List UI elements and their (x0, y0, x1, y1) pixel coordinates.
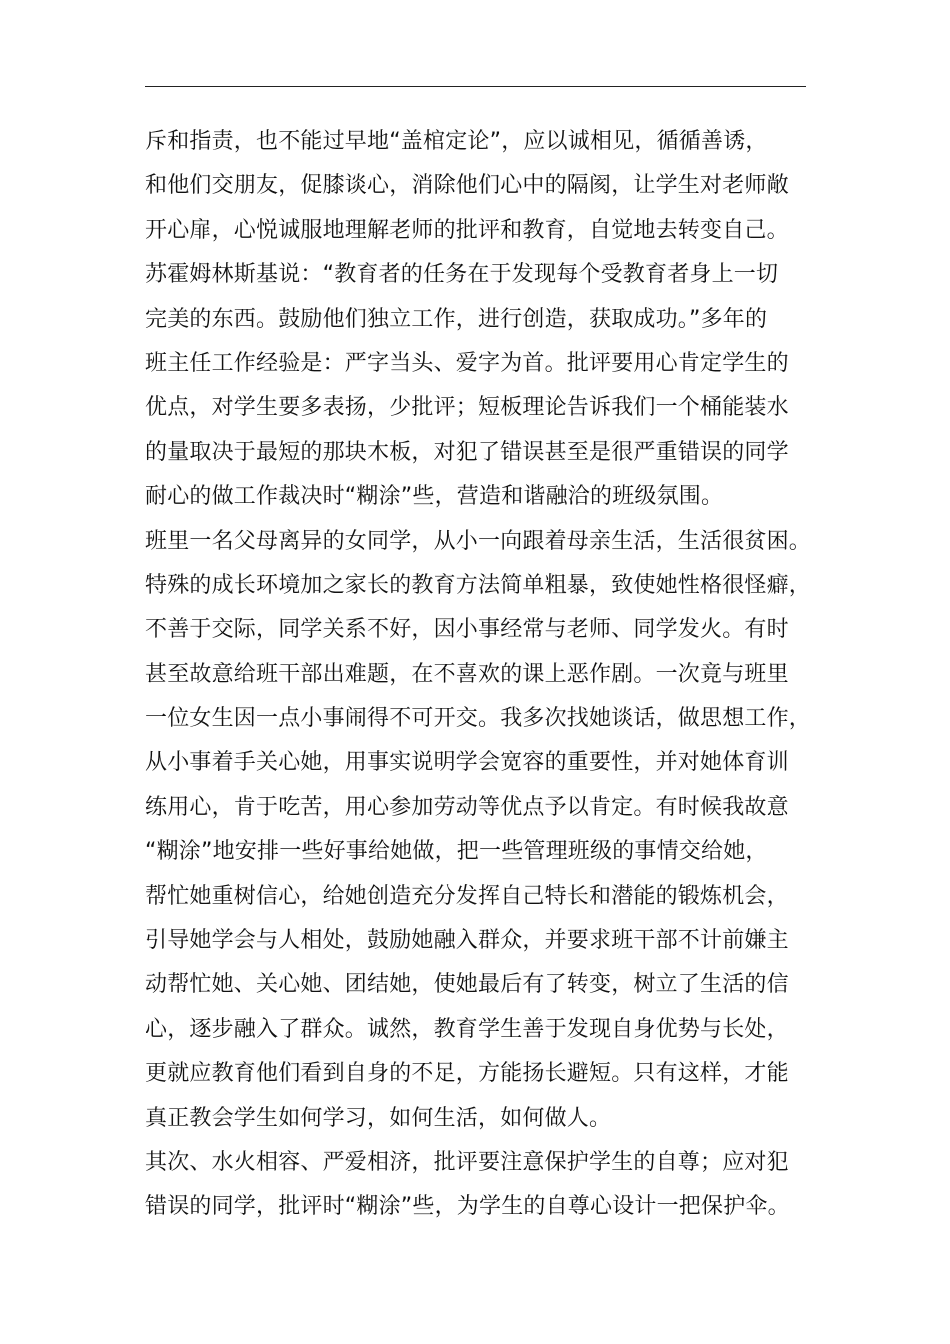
text-line: 和他们交朋友，促膝谈心，消除他们心中的隔阂，让学生对老师敞 (145, 173, 789, 199)
text-line: 更就应教育他们看到自身的不足，方能扬长避短。只有这样，才能 (145, 1061, 789, 1087)
text-line: 的量取决于最短的那块木板，对犯了错误甚至是很严重错误的同学 (145, 439, 789, 465)
text-line: 优点，对学生要多表扬，少批评；短板理论告诉我们一个桶能装水 (145, 395, 789, 421)
header-divider (145, 86, 806, 87)
text-line: 苏霍姆林斯基说：“教育者的任务在于发现每个受教育者身上一切 (145, 262, 779, 288)
text-line: 心，逐步融入了群众。诚然，教育学生善于发现自身优势与长处， (145, 1016, 789, 1042)
text-line: 不善于交际，同学关系不好，因小事经常与老师、同学发火。有时 (145, 617, 789, 643)
text-line: 帮忙她重树信心，给她创造充分发挥自己特长和潜能的锻炼机会， (145, 883, 789, 909)
text-line: 完美的东西。鼓励他们独立工作，进行创造，获取成功。”多年的 (145, 306, 768, 332)
text-line: 班主任工作经验是：严字当头、爱字为首。批评要用心肯定学生的 (145, 350, 789, 376)
text-line: 其次、水火相容、严爱相济，批评要注意保护学生的自尊；应对犯 (145, 1149, 789, 1175)
document-body (145, 120, 845, 1230)
text-line: “糊涂”地安排一些好事给她做，把一些管理班级的事情交给她， (145, 839, 768, 865)
text-line: 开心扉，心悦诚服地理解老师的批评和教育，自觉地去转变自己。 (145, 217, 789, 243)
text-line: 真正教会学生如何学习，如何生活，如何做人。 (145, 1105, 612, 1131)
text-line: 练用心，肯于吃苦，用心参加劳动等优点予以肯定。有时候我故意 (145, 794, 789, 820)
text-line: 班里一名父母离异的女同学，从小一向跟着母亲生活，生活很贫困。 (145, 528, 812, 554)
text-line: 甚至故意给班干部出难题，在不喜欢的课上恶作剧。一次竟与班里 (145, 661, 789, 687)
text-line: 耐心的做工作裁决时“糊涂”些，营造和谐融洽的班级氛围。 (145, 484, 724, 510)
text-line: 动帮忙她、关心她、团结她，使她最后有了转变，树立了生活的信 (145, 972, 789, 998)
text-line: 特殊的成长环境加之家长的教育方法简单粗暴，致使她性格很怪癖， (145, 572, 812, 598)
text-line: 斥和指责，也不能过早地“盖棺定论”，应以诚相见，循循善诱， (145, 129, 768, 154)
text-line: 引导她学会与人相处，鼓励她融入群众，并要求班干部不计前嫌主 (145, 928, 789, 954)
text-line: 一位女生因一点小事闹得不可开交。我多次找她谈话，做思想工作， (145, 706, 812, 732)
text-line: 从小事着手关心她，用事实说明学会宽容的重要性，并对她体育训 (145, 750, 789, 776)
text-line: 错误的同学，批评时“糊涂”些，为学生的自尊心设计一把保护伞。 (145, 1194, 790, 1220)
